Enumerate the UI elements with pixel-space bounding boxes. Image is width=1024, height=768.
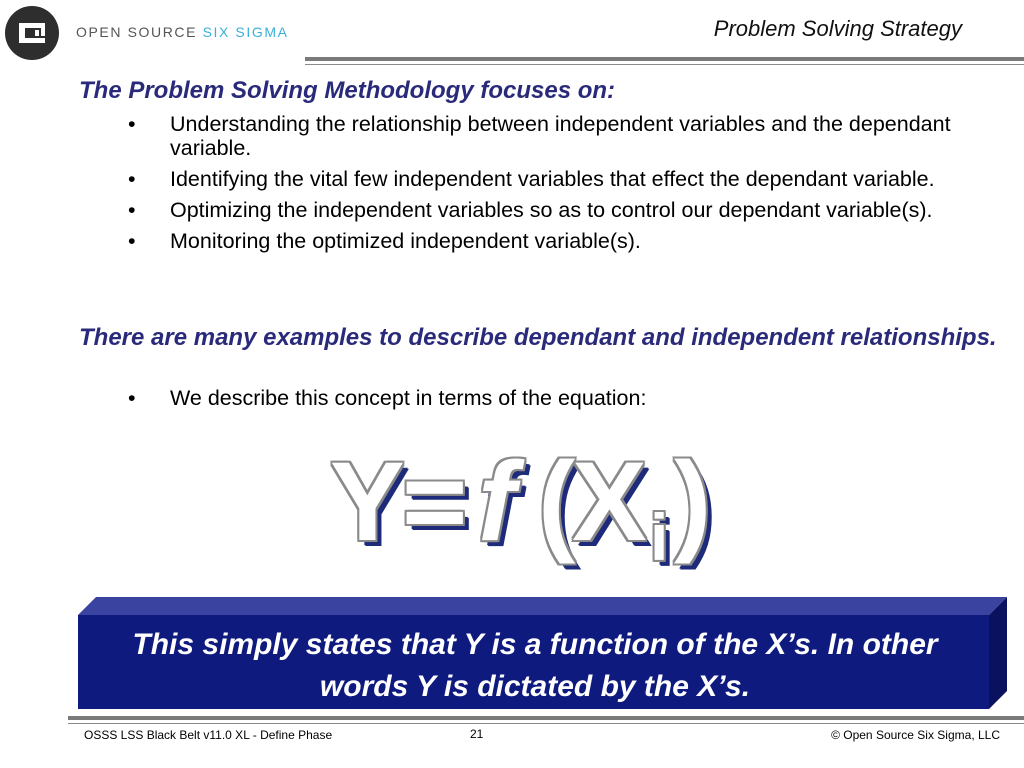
examples-bullet-list (128, 386, 998, 417)
logo-icon (5, 6, 59, 60)
bullet-item: • We describe this concept in terms of the equation: (128, 386, 998, 410)
brand-name-accent: SIX SIGMA (202, 24, 289, 40)
equation-right-paren: ) (674, 439, 712, 564)
brand-name-main: OPEN SOURCE (76, 24, 203, 40)
bullet-item: • Identifying the vital few independent variables that effect the dependant variable. (128, 167, 998, 191)
summary-banner (78, 597, 1007, 709)
company-logo (5, 6, 59, 60)
methodology-bullet-list (128, 112, 998, 260)
brand-name (76, 24, 289, 40)
footer-course-label: OSSS LSS Black Belt v11.0 XL - Define Phase (84, 728, 333, 742)
footer-divider (68, 716, 1024, 720)
page-number: 21 (470, 727, 484, 741)
header-divider-thin (305, 64, 1024, 65)
equation-y-equals-f-of-x (330, 439, 730, 582)
examples-heading: There are many examples to describe dependant and independent relationships. (79, 324, 997, 351)
equation-left-paren: ( (538, 439, 576, 564)
header-divider (305, 57, 1024, 61)
equation-f: f (478, 439, 516, 564)
footer-divider-thin (68, 723, 1024, 724)
slide-title: Problem Solving Strategy (713, 16, 962, 41)
banner-text: This simply states that Y is a function of the X’s. In other words Y is dictated by the X’s. (132, 628, 938, 703)
equation-equals: = (402, 439, 468, 564)
footer-copyright: © Open Source Six Sigma, LLC (831, 728, 1000, 742)
bullet-item: • Optimizing the independent variables so as to control our dependant variable(s). (128, 198, 998, 222)
bullet-item: • Understanding the relationship between independent variables and the dependant variable. (128, 112, 998, 160)
equation-x: X (572, 439, 647, 564)
equation-y: Y (330, 439, 405, 564)
bullet-item: • Monitoring the optimized independent variable(s). (128, 229, 998, 253)
methodology-heading: The Problem Solving Methodology focuses on: (79, 77, 616, 104)
equation-subscript-i: i (650, 500, 669, 574)
